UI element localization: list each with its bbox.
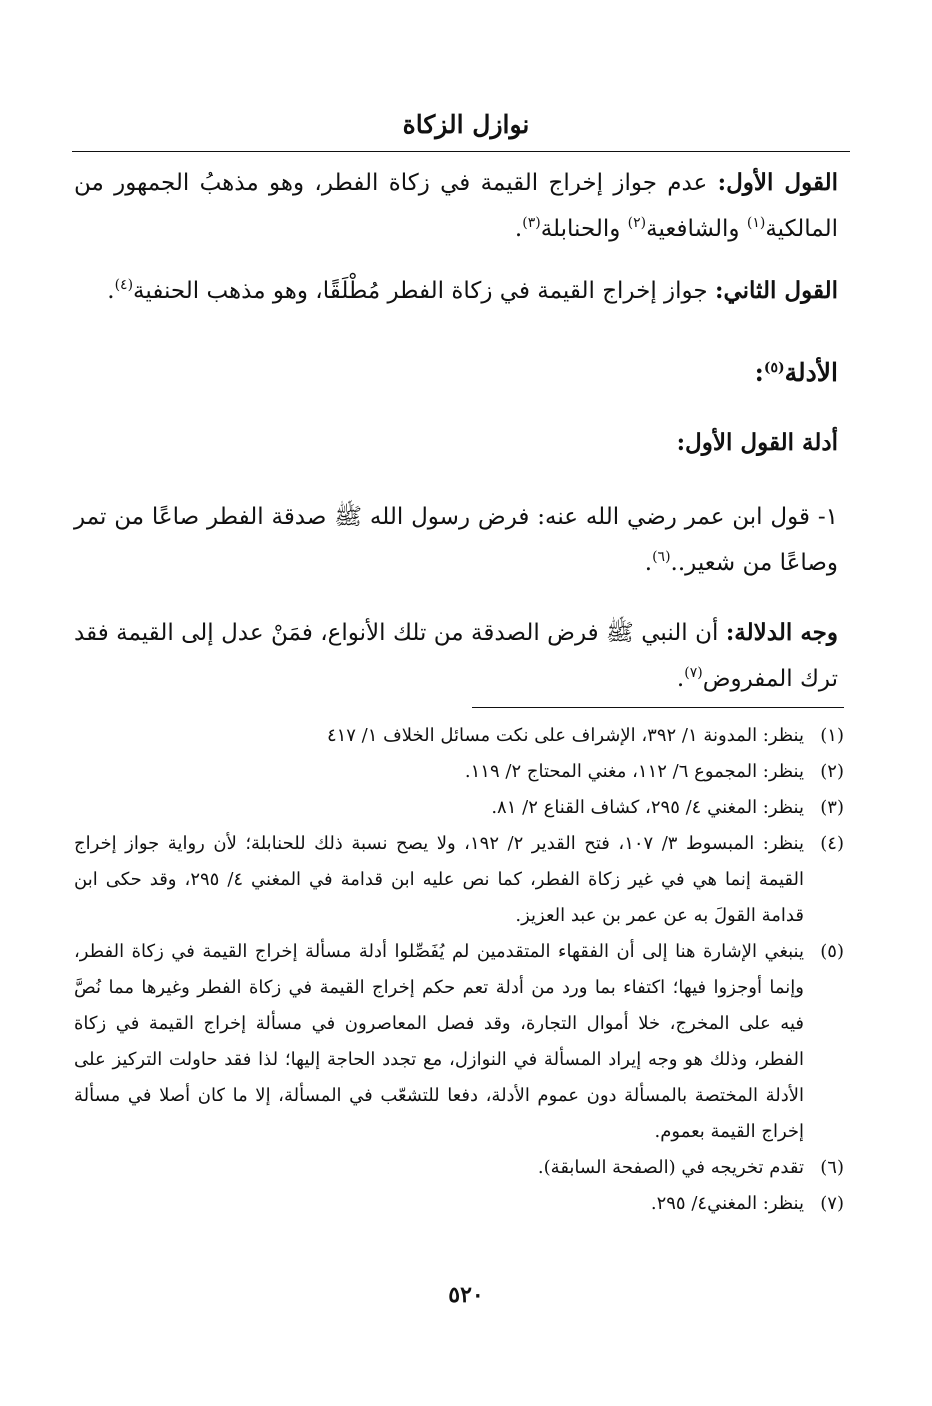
footnotes (74, 718, 844, 1222)
header-divider (72, 151, 850, 152)
first-opinion-text-3: والشافعية (646, 216, 747, 242)
second-opinion-text: جواز إخراج القيمة في زكاة الفطر مُطْلَقًا، وهو مذهب الحنفية (133, 278, 715, 304)
footnote-ref-3[interactable]: (٣) (522, 215, 541, 231)
footnote-item (74, 718, 844, 754)
first-opinion-end: . (514, 216, 523, 242)
indication-end: . (676, 666, 685, 692)
page-number: ٥٢٠ (448, 1282, 484, 1308)
footnote-text: ينظر: المغني ٤/ ٢٩٥، كشاف القناع ٢/ ٨١. (491, 797, 804, 818)
footnote-number: (١) (820, 725, 844, 746)
first-opinion-text: عدم جواز إخراج القيمة في زكاة الفطر، وهو مذهبُ الجمهور (114, 170, 718, 196)
footnote-item (74, 934, 844, 1150)
indication-paragraph (74, 610, 838, 702)
evidence-heading (74, 350, 838, 396)
indication-label: وجه الدلالة: (725, 619, 838, 646)
footnote-ref-7[interactable]: (٧) (684, 665, 703, 681)
evidence-heading-text: الأدلة (784, 358, 838, 387)
footnote-text: ينظر: المجموع ٦/ ١١٢، مغني المحتاج ٢/ ١١٩. (464, 761, 804, 782)
second-opinion-paragraph (74, 268, 838, 314)
running-header: نوازل الزكاة (402, 110, 530, 139)
first-opinion-text-4: والحنابلة (540, 216, 628, 242)
footnote-number: (٢) (820, 761, 844, 782)
footnote-text: ينبغي الإشارة هنا إلى أن الفقهاء المتقدمين لم يُفَصِّلوا أدلة مسألة إخراج القيمة في زكاة الفطر، وإنما أوجزوا فيها؛ اكتفاء بما ورد من أدلة تعم حكم إخراج القيمة في زكاة الفطر وغيرها مما نُصَّ فيه على المخرج، خلا أموال التجارة، وقد فصل المعاصرون في مسألة إخراج القيمة في زكاة الفطر، وذلك هو وجه إيراد المسألة في النوازل، مع تجدد الحاجة إليها؛ لذا فقد حاولت التركيز على الأدلة المختصة بالمسألة دون عموم الأدلة، دفعا للتشعّب في المسألة، إلا ما كان أصلا في مسألة إخراج القيمة بعموم. (74, 941, 804, 1142)
footnote-number: (٥) (820, 941, 844, 962)
footnote-number: (٤) (820, 833, 844, 854)
footnote-text: ينظر: المبسوط ٣/ ١٠٧، فتح القدير ٢/ ١٩٢، ولا يصح نسبة ذلك للحنابلة؛ لأن رواية جواز إخراج القيمة إنما هي في غير زكاة الفطر، كما نص عليه ابن قدامة في المغني ٤/ ٢٩٥، وقد حكى ابن قدامة القولَ به عن عمر بن عبد العزيز. (74, 833, 804, 926)
indication-text: أن النبي ﷺ فرض الصدقة من تلك الأنواع، فمَنْ عدل إلى القيمة فقد ترك المفروض (74, 620, 838, 692)
first-opinion-text-2: من المالكية (74, 170, 838, 242)
footnote-item (74, 826, 844, 934)
footnote-text: ينظر: المغني٤/ ٢٩٥. (650, 1193, 804, 1214)
evidence-1-text: ١- قول ابن عمر رضي الله عنه: فرض رسول الله ﷺ صدقة الفطر صاعًا من تمر وصاعًا من شعير.. (74, 504, 838, 576)
footnote-ref-1[interactable]: (١) (746, 215, 766, 231)
main-text (74, 160, 838, 702)
footnote-number: (٦) (820, 1157, 844, 1178)
first-opinion-paragraph (74, 160, 838, 252)
footnote-text: ينظر: المدونة ١/ ٣٩٢، الإشراف على نكت مسائل الخلاف ١/ ٤١٧ (326, 725, 804, 746)
footnote-item (74, 754, 844, 790)
first-opinion-evidence-heading: أدلة القول الأول: (676, 429, 838, 456)
footnote-ref-4[interactable]: (٤) (114, 277, 134, 293)
second-opinion-end: . (107, 278, 115, 304)
footnote-item (74, 790, 844, 826)
footnote-divider (472, 707, 844, 708)
evidence-heading-colon: : (754, 358, 764, 387)
evidence-1-paragraph (74, 494, 838, 586)
footnote-text: تقدم تخريجه في (الصفحة السابقة). (537, 1157, 804, 1178)
first-opinion-label: القول الأول: (717, 169, 839, 196)
footnote-ref-6[interactable]: (٦) (652, 549, 671, 565)
footnote-item (74, 1150, 844, 1186)
footnote-number: (٣) (820, 797, 844, 818)
second-opinion-label: القول الثاني: (714, 277, 838, 304)
evidence-1-end: . (644, 550, 653, 576)
footnote-ref-2[interactable]: (٢) (627, 215, 647, 231)
footnote-item (74, 1186, 844, 1222)
footnote-ref-5[interactable]: (٥) (763, 360, 785, 376)
footnote-number: (٧) (820, 1193, 844, 1214)
